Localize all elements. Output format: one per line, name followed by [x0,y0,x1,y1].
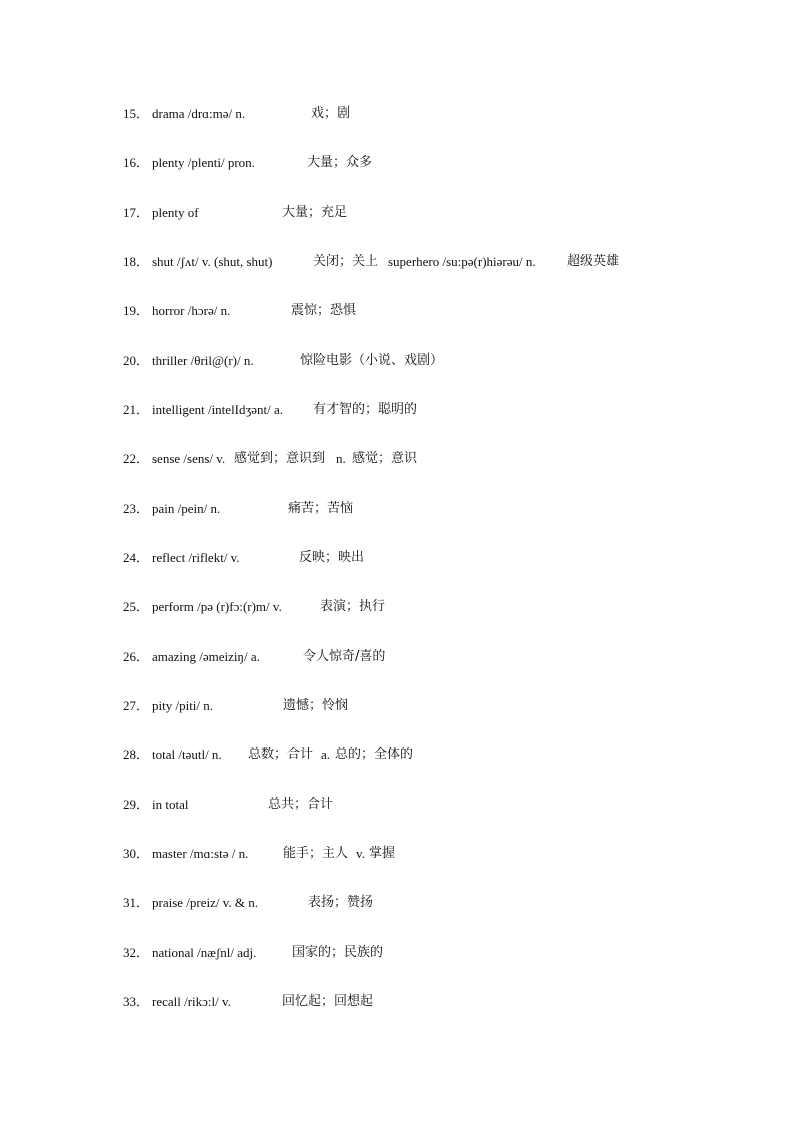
item-english: perform /pə (r)fɔ:(r)m/ v. [152,599,282,614]
list-item [123,400,418,420]
item-english: thriller /θril@(r)/ n. [152,353,254,368]
item-chinese: 震惊；恐惧 [291,303,357,318]
list-item [123,104,351,124]
item-chinese-2: 总的；全体的 [335,747,414,762]
item-chinese: 国家的；民族的 [292,945,384,960]
item-number: 33． [123,994,150,1009]
item-number: 29． [123,797,150,812]
item-english: shut /ʃʌt/ v. (shut, shut) [152,254,273,269]
item-number: 17． [123,205,150,220]
item-chinese: 表演；执行 [320,599,386,614]
list-item [123,992,374,1012]
item-number: 32． [123,945,150,960]
item-english: reflect /riflekt/ v. [152,550,240,565]
list-item [123,893,374,913]
item-chinese: 惊险电影（小说、戏剧） [300,353,444,368]
item-number: 18． [123,254,150,269]
item-number: 21． [123,402,150,417]
list-item [123,499,354,519]
item-english: master /mɑ:stə / n. [152,846,249,861]
list-item [123,597,386,617]
item-number: 25． [123,599,150,614]
item-chinese: 回忆起；回想起 [282,994,374,1009]
item-english: total /təutl/ n. [152,747,222,762]
item-chinese: 感觉到；意识到 [234,451,326,466]
item-number: 19． [123,303,150,318]
item-chinese: 令人惊奇/喜的 [303,649,386,664]
list-item [123,548,365,568]
item-english: amazing /əmeiziŋ/ a. [152,649,260,664]
item-chinese: 戏；剧 [311,106,351,121]
item-chinese: 总数；合计 [248,747,314,762]
item-chinese: 能手；主人 [283,846,349,861]
item-english: horror /hɔrə/ n. [152,303,231,318]
item-number: 28． [123,747,150,762]
item-number: 20． [123,353,150,368]
list-item [123,301,357,321]
item-chinese-2: 感觉；意识 [352,451,418,466]
item-chinese-2: 掌握 [369,846,396,861]
list-item [123,696,349,716]
item-number: 31． [123,895,150,910]
item-number: 16． [123,155,150,170]
item-english-2: n. [336,451,346,466]
item-english: drama /drɑ:mə/ n. [152,106,246,121]
item-english-2: superhero /su:pə(r)hiərəu/ n. [388,254,536,269]
item-english: praise /preiz/ v. & n. [152,895,259,910]
item-english: in total [152,797,189,812]
item-english-2: a. [321,747,331,762]
list-item [123,647,386,667]
item-chinese: 有才智的；聪明的 [313,402,418,417]
item-english: plenty of [152,205,199,220]
item-english: pain /pein/ n. [152,501,221,516]
item-english: national /næʃnl/ adj. [152,945,257,960]
item-number: 24． [123,550,150,565]
item-number: 23． [123,501,150,516]
item-english: recall /rikɔ:l/ v. [152,994,231,1009]
item-english: sense /sens/ v. [152,451,226,466]
item-english: intelligent /intelIdʒənt/ a. [152,402,284,417]
item-chinese: 大量；充足 [282,205,348,220]
list-item [123,153,373,173]
item-number: 27． [123,698,150,713]
item-english-2: v. [356,846,365,861]
item-chinese: 总共；合计 [268,797,334,812]
item-number: 22． [123,451,150,466]
item-number: 30． [123,846,150,861]
item-chinese: 反映；映出 [299,550,365,565]
list-item [123,351,444,371]
item-chinese: 遗憾；怜悯 [283,698,349,713]
item-english: plenty /plenti/ pron. [152,155,255,170]
item-chinese: 大量；众多 [307,155,373,170]
item-chinese: 表扬；赞扬 [308,895,374,910]
list-item [123,449,418,469]
item-number: 26． [123,649,150,664]
list-item [123,203,348,223]
item-chinese: 关闭；关上 [313,254,379,269]
list-item [123,943,384,963]
item-chinese-2: 超级英雄 [567,254,620,269]
item-number: 15． [123,106,150,121]
list-item [123,252,620,272]
list-item [123,844,396,864]
list-item [123,745,414,765]
item-english: pity /piti/ n. [152,698,214,713]
item-chinese: 痛苦；苦恼 [288,501,354,516]
list-item [123,795,334,815]
